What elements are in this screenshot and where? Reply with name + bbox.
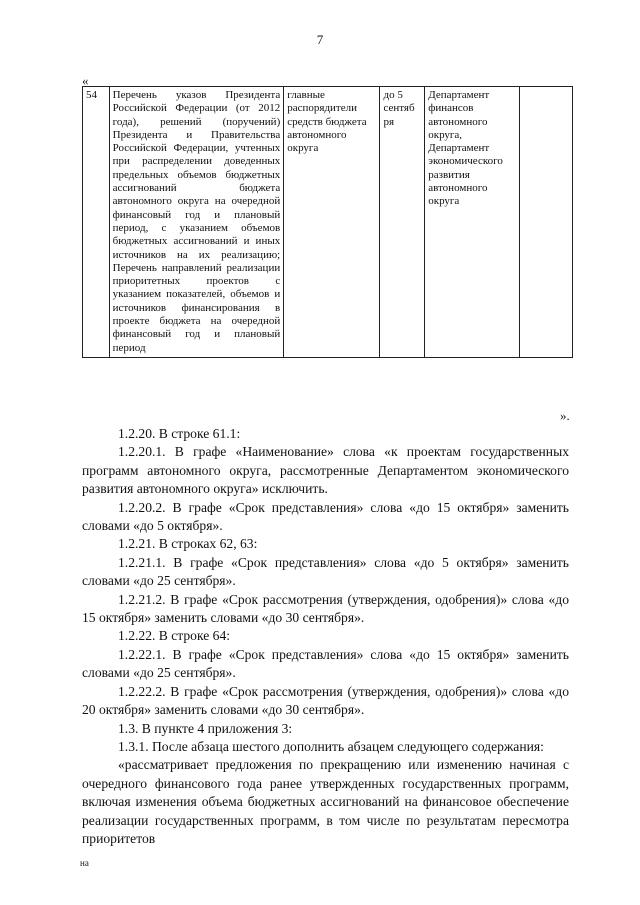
footer-mark: на	[80, 858, 89, 868]
paragraph: 1.2.22.1. В графе «Срок представления» слова «до 15 октября» заменить словами «до 25 сентября».	[82, 646, 569, 681]
paragraph: 1.2.20.2. В графе «Срок представления» слова «до 15 октября» заменить словами «до 5 октября».	[82, 499, 569, 534]
row-extra-cell	[519, 87, 572, 358]
paragraph: 1.2.21. В строках 62, 63:	[118, 536, 258, 552]
row-responsible-cell: главные распорядители средств бюджета автономного округа	[284, 87, 380, 358]
paragraph: 1.3. В пункте 4 приложения 3:	[118, 720, 293, 736]
row-name-cell: Перечень указов Президента Российской Федерации (от 2012 года), решений (поручений) Президента и Правительства Российской Федерации, учтенных при распределении доведенных предельных объемов бюджетных ассигнований бюджета автономного округа на очередной финансовый год и плановый период, с указанием объемов бюджетных ассигнований и иных источников на их реализацию; Перечень направлений реализации приоритетных проектов с указанием показателей, объемов и источников финансирования в проекте бюджета на очередной финансовый год и плановый период	[109, 87, 284, 358]
paragraph: «рассматривает предложения по прекращению или изменению начиная с очередного финансового года ранее утвержденных государственных программ, включая изменения объема бюджетных ассигнований на финансовое обеспечение реализации государственных программ, в том числе по результатам пересмотра приоритетов	[82, 757, 569, 846]
paragraph: 1.2.21.1. В графе «Срок представления» слова «до 5 октября» заменить словами «до 25 сентября».	[82, 554, 569, 589]
page-number: 7	[316, 32, 324, 47]
paragraph: 1.2.22.2. В графе «Срок рассмотрения (утверждения, одобрения)» слова «до 20 октября» заменить словами «до 30 сентября».	[82, 683, 569, 718]
paragraph: 1.2.22. В строке 64:	[118, 628, 231, 644]
amendment-table	[82, 86, 573, 358]
row-recipient-cell: Департамент финансов автономного округа, Департамент экономического развития автономного округа	[425, 87, 520, 358]
table-row	[83, 87, 573, 358]
paragraph: 1.2.20. В строке 61.1:	[118, 426, 241, 441]
paragraph: 1.2.21.2. В графе «Срок рассмотрения (утверждения, одобрения)» слова «до 15 октября» заменить словами «до 30 сентября».	[82, 591, 569, 626]
opening-quote: «	[82, 73, 89, 88]
document-body	[82, 425, 569, 848]
paragraph: 1.2.20.1. В графе «Наименование» слова «к проектам государственных программ автономного округа, рассмотренные Департаментом экономического развития автономного округа» исключить.	[82, 444, 569, 497]
row-number-cell: 54	[83, 87, 110, 358]
closing-quote: ».	[560, 408, 570, 423]
row-deadline-cell: до 5 сентяб ря	[380, 87, 425, 358]
paragraph: 1.3.1. После абзаца шестого дополнить абзацем следующего содержания:	[118, 738, 544, 754]
